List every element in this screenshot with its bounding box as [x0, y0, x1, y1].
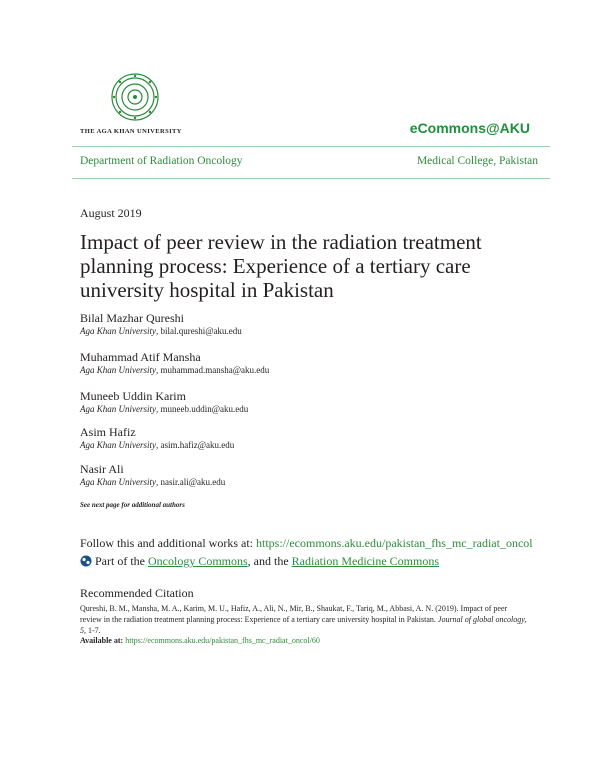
author-affiliation: Aga Khan University, muneeb.uddin@aku.edu: [80, 404, 249, 414]
author-block: [80, 350, 269, 375]
aku-logo: [80, 72, 192, 142]
author-name: Muhammad Atif Mansha: [80, 350, 201, 364]
more-authors-note: See next page for additional authors: [80, 501, 185, 509]
follow-prefix: Follow this and additional works at:: [80, 536, 253, 550]
aku-emblem-icon: [110, 72, 160, 122]
author-affiliation: Aga Khan University, nasir.ali@aku.edu: [80, 477, 226, 487]
author-name: Nasir Ali: [80, 462, 124, 476]
part-of-text: Part of the: [95, 554, 145, 568]
author-block: [80, 311, 242, 336]
available-at-line: Available at: https://ecommons.aku.edu/pakistan_fhs_mc_radiat_oncol/60: [80, 636, 320, 645]
part-of-line: [80, 554, 439, 569]
author-name: Bilal Mazhar Qureshi: [80, 311, 184, 325]
author-name: Muneeb Uddin Karim: [80, 389, 186, 403]
ecommons-brand-link[interactable]: eCommons@AKU: [409, 120, 530, 136]
follow-url-link[interactable]: https://ecommons.aku.edu/pakistan_fhs_mc_radiat_oncol: [256, 536, 533, 550]
author-name: Asim Hafiz: [80, 425, 136, 439]
author-block: [80, 425, 234, 450]
author-block: [80, 389, 248, 414]
follow-line: [80, 536, 533, 551]
author-affiliation: Aga Khan University, bilal.qureshi@aku.edu: [80, 326, 242, 336]
network-commons-icon: [80, 555, 92, 567]
author-block: [80, 462, 225, 487]
and-the-text: , and the: [247, 554, 289, 568]
author-affiliation: Aga Khan University, muhammad.mansha@aku.edu: [80, 365, 270, 375]
oncology-commons-link[interactable]: Oncology Commons: [148, 554, 248, 568]
paper-title: Impact of peer review in the radiation treatment planning process: Experience of a tertiary care university hospital in Pakistan: [80, 230, 482, 302]
college-link[interactable]: Medical College, Pakistan: [416, 155, 538, 167]
department-link[interactable]: Department of Radiation Oncology: [80, 155, 243, 167]
publication-date: August 2019: [80, 206, 142, 220]
available-url-link[interactable]: https://ecommons.aku.edu/pakistan_fhs_mc_radiat_oncol/60: [125, 636, 320, 645]
citation-heading: Recommended Citation: [80, 586, 194, 600]
radiation-medicine-commons-link[interactable]: Radiation Medicine Commons: [291, 554, 439, 568]
citation-text: Qureshi, B. M., Mansha, M. A., Karim, M. U., Hafiz, A., Ali, N., Mir, B., Shaukat, F., Tariq, M., Abbasi, A. N. (2019). Impact of peer review in the radiation treatment planning process: Experience of a tertiary care university hospital in Pakistan. Journal of global oncology, 5, 1-7.: [80, 604, 527, 635]
author-affiliation: Aga Khan University, asim.hafiz@aku.edu: [80, 440, 235, 450]
logo-text: THE AGA KHAN UNIVERSITY: [80, 128, 182, 135]
bottom-divider: [72, 178, 550, 179]
top-divider: [72, 146, 550, 147]
